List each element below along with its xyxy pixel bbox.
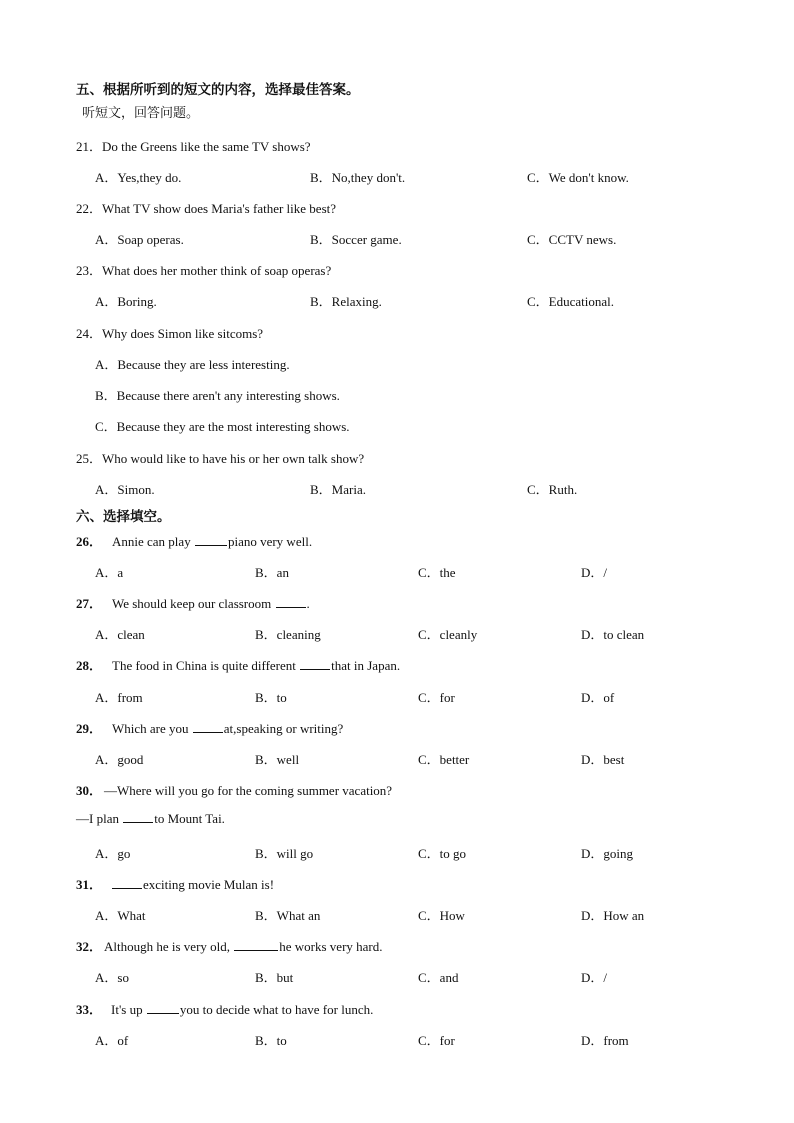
answer-blank[interactable] [276, 596, 306, 608]
q29-option-b[interactable]: B．well [255, 752, 300, 767]
q23-option-b[interactable]: B．Relaxing. [310, 294, 382, 309]
q28-option-c[interactable]: C．for [418, 690, 455, 705]
q24-option-c[interactable]: C．Because they are the most interesting shows. [95, 419, 350, 434]
q26-option-d[interactable]: D．/ [581, 565, 608, 580]
question-number: 29． [76, 721, 103, 736]
question-number: 28． [76, 658, 103, 673]
question-number: 24． [76, 326, 103, 341]
q22-option-b[interactable]: B．Soccer game. [310, 232, 402, 247]
question-number: 22． [76, 201, 103, 216]
q24-option-a[interactable]: A．Because they are less interesting. [95, 357, 290, 372]
q29-option-c[interactable]: C．better [418, 752, 470, 767]
question-text-after: at,speaking or writing? [223, 721, 344, 736]
question-number: 27． [76, 596, 103, 611]
question-number: 30． [76, 783, 103, 798]
question-text-after: piano very well. [227, 534, 313, 549]
q24-option-b[interactable]: B．Because there aren't any interesting shows. [95, 388, 340, 403]
question-text-before: It's up [111, 1002, 146, 1017]
q31-option-d[interactable]: D．How an [581, 908, 645, 923]
question-30 [76, 780, 392, 799]
q22-option-a[interactable]: A．Soap operas. [95, 232, 184, 247]
q28-option-d[interactable]: D．of [581, 690, 615, 705]
question-25 [76, 448, 364, 467]
question-text-after: you to decide what to have for lunch. [179, 1002, 374, 1017]
q25-option-a[interactable]: A．Simon. [95, 482, 155, 497]
question-text-before: —I plan [76, 811, 123, 826]
question-text-after: . [306, 596, 310, 611]
question-text-before: The food in China is quite different [112, 658, 300, 673]
question-text-before: Annie can play [112, 534, 194, 549]
question-number: 32． [76, 939, 103, 954]
answer-blank[interactable] [147, 1002, 179, 1014]
q30-option-b[interactable]: B．will go [255, 846, 314, 861]
question-text-after: he works very hard. [279, 939, 383, 954]
q28-option-a[interactable]: A．from [95, 690, 143, 705]
answer-blank[interactable] [195, 534, 227, 546]
section-5-note: 听短文，回答问题。 [82, 106, 200, 121]
question-number: 21． [76, 139, 103, 154]
question-text-after: to Mount Tai. [154, 811, 225, 826]
question-30-line2 [76, 811, 225, 827]
q30-option-d[interactable]: D．going [581, 846, 634, 861]
q26-option-a[interactable]: A．a [95, 565, 124, 580]
question-22 [76, 198, 336, 217]
q30-option-a[interactable]: A．go [95, 846, 131, 861]
question-text-after: exciting movie Mulan is! [143, 877, 275, 892]
question-text: What TV show does Maria's father like best? [102, 201, 337, 216]
q27-option-a[interactable]: A．clean [95, 627, 145, 642]
answer-blank[interactable] [123, 811, 153, 823]
q27-option-d[interactable]: D．to clean [581, 627, 645, 642]
q32-option-c[interactable]: C．and [418, 970, 459, 985]
q22-option-c[interactable]: C．CCTV news. [527, 232, 617, 247]
answer-blank[interactable] [193, 721, 223, 733]
q25-option-c[interactable]: C．Ruth. [527, 482, 578, 497]
question-text-after: that in Japan. [331, 658, 401, 673]
q31-option-a[interactable]: A．What [95, 908, 146, 923]
q27-option-c[interactable]: C．cleanly [418, 627, 478, 642]
q31-option-c[interactable]: C．How [418, 908, 465, 923]
question-number: 23． [76, 263, 103, 278]
question-23 [76, 260, 331, 279]
question-text: Who would like to have his or her own talk show? [102, 451, 365, 466]
q23-option-a[interactable]: A．Boring. [95, 294, 157, 309]
q33-option-a[interactable]: A．of [95, 1033, 129, 1048]
question-text-before: We should keep our classroom [112, 596, 275, 611]
question-text-before: Which are you [112, 721, 192, 736]
q33-option-d[interactable]: D．from [581, 1033, 629, 1048]
question-text-before: Although he is very old, [104, 939, 234, 954]
answer-blank[interactable] [300, 658, 330, 670]
q21-option-a[interactable]: A．Yes,they do. [95, 170, 182, 185]
question-24 [76, 323, 263, 342]
question-number: 31． [76, 877, 103, 892]
q26-option-b[interactable]: B．an [255, 565, 289, 580]
question-number: 33． [76, 1002, 103, 1017]
q32-option-a[interactable]: A．so [95, 970, 129, 985]
section-5-title: 五、根据所听到的短文的内容，选择最佳答案。 [76, 82, 360, 98]
q33-option-b[interactable]: B．to [255, 1033, 287, 1048]
question-number: 26． [76, 534, 103, 549]
q31-option-b[interactable]: B．What an [255, 908, 321, 923]
question-32 [76, 936, 383, 955]
question-26 [76, 531, 312, 550]
q23-option-c[interactable]: C．Educational. [527, 294, 615, 309]
question-31 [76, 874, 274, 893]
q27-option-b[interactable]: B．cleaning [255, 627, 321, 642]
q33-option-c[interactable]: C．for [418, 1033, 455, 1048]
q21-option-c[interactable]: C．We don't know. [527, 170, 629, 185]
q30-option-c[interactable]: C．to go [418, 846, 467, 861]
question-text: What does her mother think of soap operas? [102, 263, 332, 278]
section-6-title: 六、选择填空。 [76, 509, 171, 525]
q28-option-b[interactable]: B．to [255, 690, 287, 705]
q21-option-b[interactable]: B．No,they don't. [310, 170, 406, 185]
question-21 [76, 136, 311, 155]
answer-blank[interactable] [234, 939, 278, 951]
question-text-line1: —Where will you go for the coming summer vacation? [104, 783, 393, 798]
question-number: 25． [76, 451, 103, 466]
answer-blank[interactable] [112, 877, 142, 889]
q29-option-d[interactable]: D．best [581, 752, 625, 767]
question-33 [76, 999, 373, 1018]
q26-option-c[interactable]: C．the [418, 565, 456, 580]
q32-option-d[interactable]: D．/ [581, 970, 608, 985]
question-text: Why does Simon like sitcoms? [102, 326, 264, 341]
q32-option-b[interactable]: B．but [255, 970, 294, 985]
question-28 [76, 655, 400, 674]
q25-option-b[interactable]: B．Maria. [310, 482, 366, 497]
question-text: Do the Greens like the same TV shows? [102, 139, 311, 154]
question-29 [76, 718, 343, 737]
q29-option-a[interactable]: A．good [95, 752, 144, 767]
question-27 [76, 593, 310, 612]
